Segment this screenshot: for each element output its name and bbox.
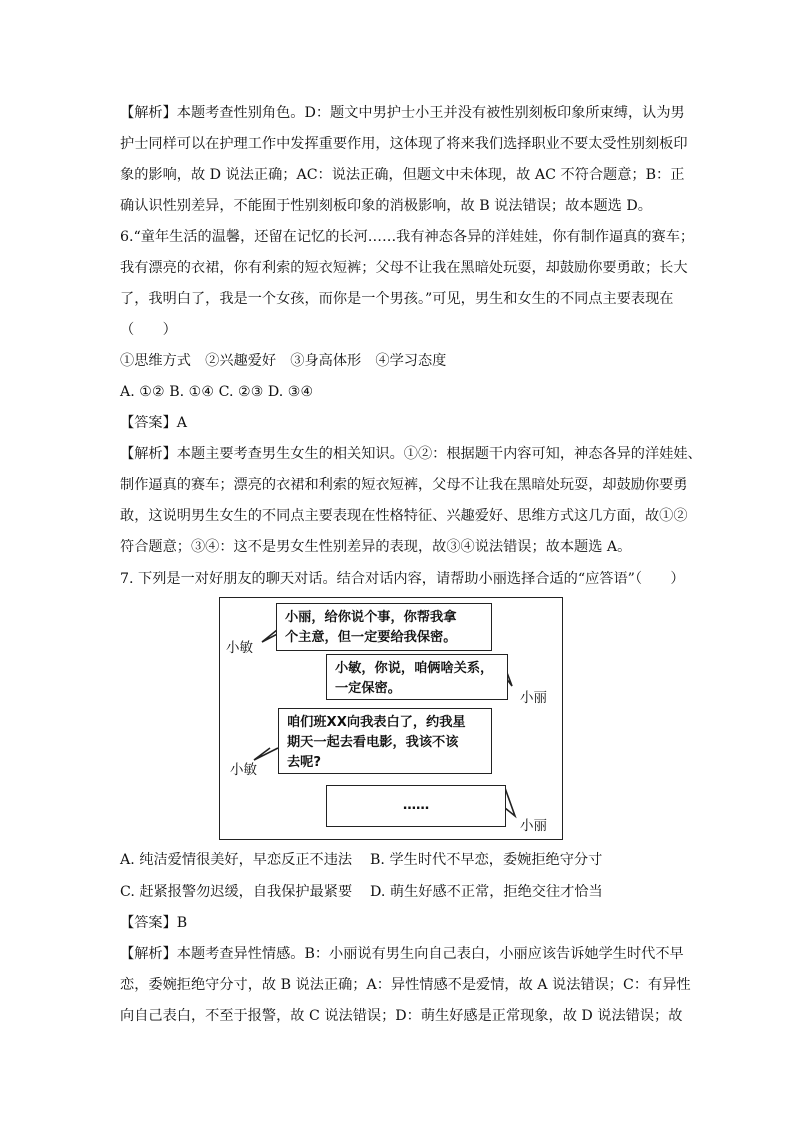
analysis-line: 符合题意；③④：这不是男女生性别差异的表现，故③④说法错误；故本题选 A。 bbox=[120, 539, 632, 555]
analysis-line: 制作逼真的赛车；漂亮的衣裙和利索的短衣短裤，父母不让我在黑暗处玩耍，却鼓励你要勇 bbox=[120, 477, 688, 493]
analysis-line: 恋，委婉拒绝守分寸，故 B 说法正确；A：异性情感不是爱情，故 A 说法错误；C：有异性 bbox=[120, 977, 691, 993]
question-stem: 7. 下列是一对好朋友的聊天对话。结合对话内容，请帮助小丽选择合适的“应答语”（ ） bbox=[120, 571, 685, 587]
bubble-text: 个主意，但一定要给我保密。 bbox=[285, 630, 457, 645]
question-stem-line: （ ） bbox=[120, 322, 177, 338]
bubble-text: 去呢? bbox=[287, 755, 322, 770]
option-d: D. 萌生好感不正常，拒绝交往才恰当 bbox=[370, 884, 603, 900]
speaker-label: 小丽 bbox=[520, 818, 547, 834]
option-c: C. 赶紧报警勿迟缓，自我保护最紧要 bbox=[120, 884, 353, 900]
speaker-label: 小敏 bbox=[230, 762, 257, 778]
bubble-text: 咱们班XX向我表白了，约我星 bbox=[287, 715, 466, 730]
question-stem-line: 我有漂亮的衣裙，你有利索的短衣短裤；父母不让我在黑暗处玩耍，却鼓励你要勇敢；长大 bbox=[120, 260, 688, 276]
analysis-line: 向自己表白，不至于报警，故 C 说法错误；D：萌生好感是正常现象，故 D 说法错误；故 bbox=[120, 1008, 683, 1024]
question-stem-line: 6.“童年生活的温馨，还留在记忆的长河……我有神态各异的洋娃娃，你有制作逼真的赛车； bbox=[120, 229, 695, 245]
analysis-line: 【解析】本题主要考查男生女生的相关知识。①②：根据题干内容可知，神态各异的洋娃娃、 bbox=[120, 446, 702, 462]
analysis-line: 敢，这说明男生女生的不同点主要表现在性格特征、兴趣爱好、思维方式这几方面，故①② bbox=[120, 508, 688, 524]
question-options: A. ①② B. ①④ C. ②③ D. ③④ bbox=[120, 384, 314, 400]
bubble-text: 一定保密。 bbox=[335, 681, 401, 696]
question-stem-line: 了，我明白了，我是一个女孩，而你是一个男孩。”可见，男生和女生的不同点主要表现在 bbox=[120, 291, 674, 307]
question-items: ①思维方式 ②兴趣爱好 ③身高体形 ④学习态度 bbox=[120, 353, 447, 369]
bubble-text: 期天一起去看电影，我该不该 bbox=[287, 735, 459, 750]
option-a: A. 纯洁爱情很美好，早恋反正不违法 bbox=[120, 852, 353, 868]
speaker-label: 小丽 bbox=[520, 690, 547, 706]
speech-bubble-xiaoli-1 bbox=[326, 654, 508, 700]
bubble-text: 小敏，你说，咱俩啥关系， bbox=[335, 661, 494, 676]
analysis-line: 护士同样可以在护理工作中发挥重要作用，这体现了将来我们选择职业不要太受性别刻板印 bbox=[120, 136, 688, 152]
analysis-line: 【解析】本题考查异性情感。B：小丽说有男生向自己表白，小丽应该告诉她学生时代不早 bbox=[120, 946, 684, 962]
speech-bubble-xiaoli-2 bbox=[326, 785, 506, 827]
dialogue-figure bbox=[219, 597, 563, 840]
answer-label: 【答案】A bbox=[120, 415, 187, 431]
analysis-line: 【解析】本题考查性别角色。D：题文中男护士小王并没有被性别刻板印象所束缚，认为男 bbox=[120, 105, 685, 121]
speech-bubble-xiaomin-1 bbox=[276, 603, 492, 651]
bubble-text: …… bbox=[402, 798, 430, 813]
analysis-line: 象的影响，故 D 说法正确；AC：说法正确，但题文中未体现，故 AC 不符合题意；B：正 bbox=[120, 167, 685, 183]
answer-label: 【答案】B bbox=[120, 915, 188, 931]
speaker-label: 小敏 bbox=[226, 640, 253, 656]
bubble-text: 小丽，给你说个事，你帮我拿 bbox=[285, 610, 457, 625]
analysis-line: 确认识性别差异，不能囿于性别刻板印象的消极影响，故 B 说法错误；故本题选 D。 bbox=[120, 198, 652, 214]
speech-bubble-xiaomin-2 bbox=[278, 708, 492, 774]
option-b: B. 学生时代不早恋，委婉拒绝守分寸 bbox=[370, 852, 603, 868]
